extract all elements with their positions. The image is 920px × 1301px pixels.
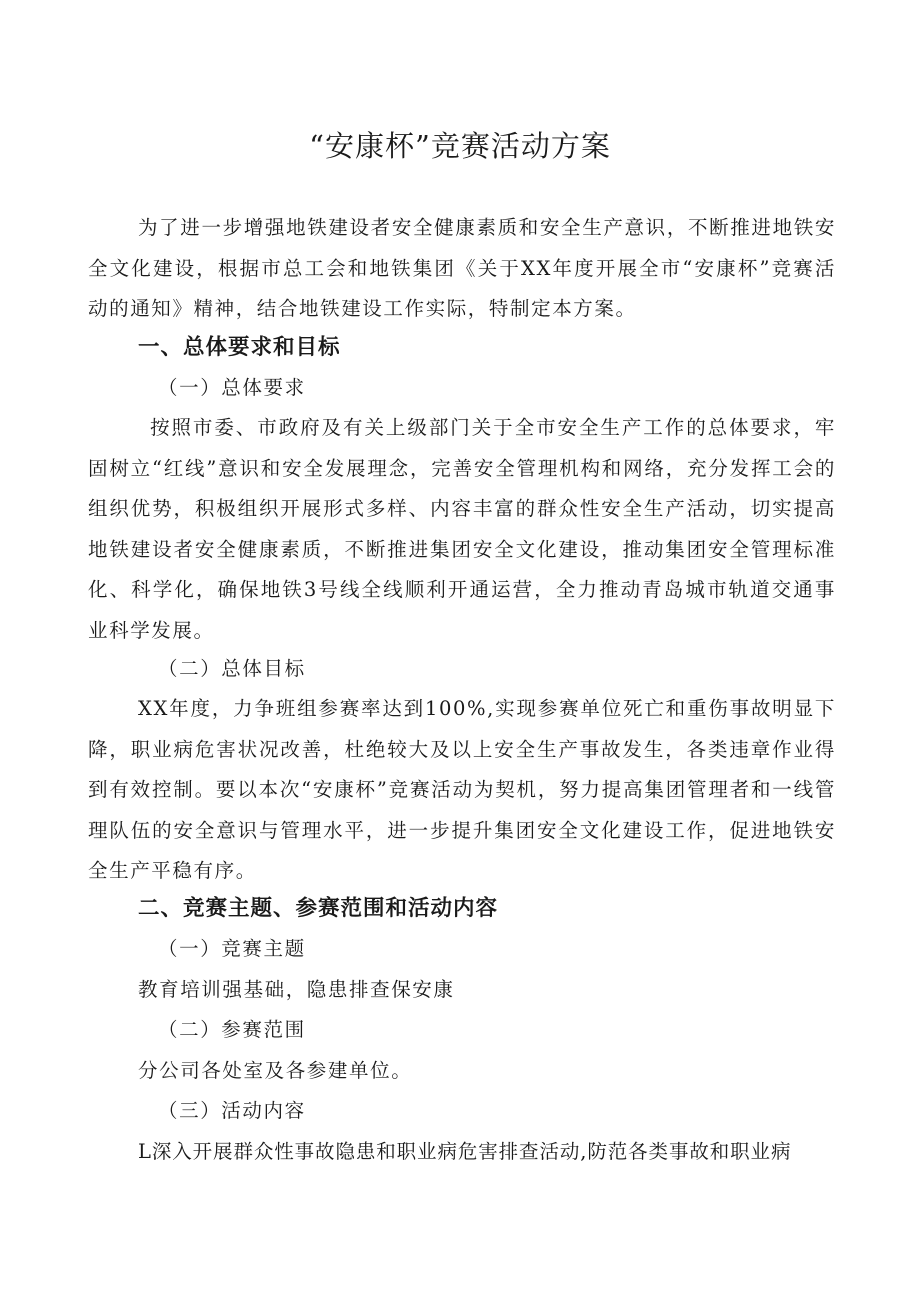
section-2-sub3-heading: （三）活动内容: [158, 1099, 306, 1122]
section-2-sub3-text: L深入开展群众性事故隐患和职业病危害排查活动,防范各类事故和职业病: [138, 1140, 792, 1163]
section-1-sub1-paragraph: 按照市委、市政府及有关上级部门关于全市安全生产工作的总体要求，牢固树立“红线”意识和安全发展理念，完善安全管理机构和网络，充分发挥工会的组织优势，积极组织开展形式多样、内容丰富的群众性安全生产活动，切实提高地铁建设者安全健康素质，不断推进集团安全文化建设，推动集团安全管理标准化、科学化，确保地铁3号线全线顺利开通运营，全力推动青岛城市轨道交通事业科学发展。: [88, 416, 836, 642]
section-2-sub1-heading: （一）竞赛主题: [158, 937, 306, 960]
section-2-sub1-text: 教育培训强基础，隐患排查保安康: [138, 978, 455, 1001]
section-2-heading: 二、竞赛主题、参赛范围和活动内容: [138, 896, 499, 921]
section-2-sub2-heading: （二）参赛范围: [158, 1018, 306, 1041]
section-1-sub2-heading: （二）总体目标: [158, 657, 306, 680]
section-1-heading: 一、总体要求和目标: [138, 335, 341, 360]
section-1-sub1-heading: （一）总体要求: [158, 376, 306, 399]
intro-paragraph: 为了进一步增强地铁建设者安全健康素质和安全生产意识，不断推进地铁安全文化建设，根据市总工会和地铁集团《关于XX年度开展全市“安康杯”竞赛活动的通知》精神，结合地铁建设工作实际，特制定本方案。: [88, 216, 836, 321]
document-title: “安康杯”竞赛活动方案: [309, 129, 611, 163]
section-1-sub2-paragraph: XX年度，力争班组参赛率达到100%,实现参赛单位死亡和重伤事故明显下降，职业病危害状况改善，杜绝较大及以上安全生产事故发生，各类违章作业得到有效控制。要以本次“安康杯”竞赛活动为契机，努力提高集团管理者和一线管理队伍的安全意识与管理水平，进一步提升集团安全文化建设工作，促进地铁安全生产平稳有序。: [88, 697, 836, 883]
section-2-sub2-text: 分公司各处室及各参建单位。: [138, 1059, 413, 1082]
